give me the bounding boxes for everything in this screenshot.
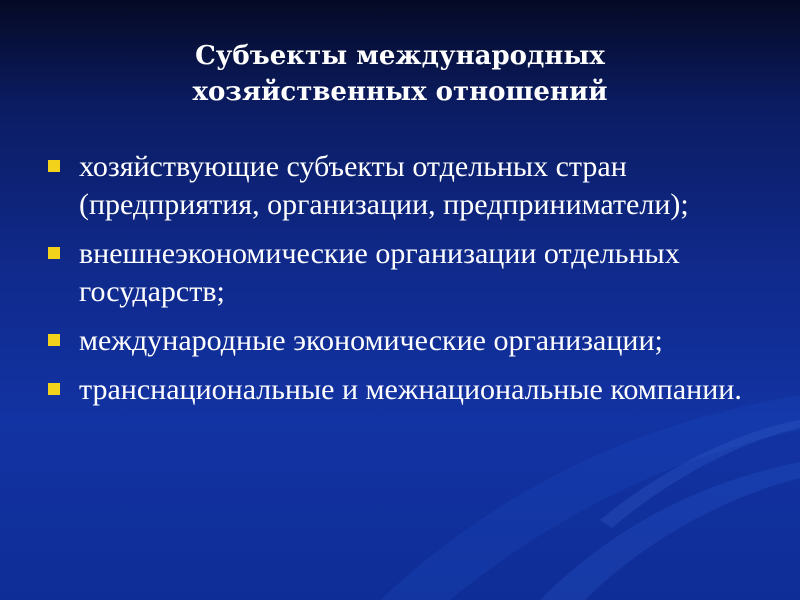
bullet-square-icon	[48, 247, 60, 259]
bullet-item	[44, 371, 764, 409]
slide-title	[0, 38, 800, 110]
bullet-text: внешнеэкономические организации отдельных государств;	[79, 237, 680, 308]
bullet-text: хозяйствующие субъекты отдельных стран (предприятия, организации, предприниматели);	[79, 150, 689, 221]
bullet-text: международные экономические организации;	[79, 324, 663, 357]
bullet-item	[44, 235, 764, 311]
bullet-item	[44, 322, 764, 360]
slide-title-line-2: хозяйственных отношений	[192, 77, 608, 107]
bullet-item	[44, 148, 764, 224]
bullet-text: транснациональные и межнациональные компании.	[79, 373, 742, 406]
bullet-square-icon	[48, 334, 60, 346]
bullet-square-icon	[48, 160, 60, 172]
bullet-square-icon	[48, 383, 60, 395]
slide-title-line-1: Субъекты международных	[195, 41, 605, 71]
bullet-list	[44, 148, 764, 420]
